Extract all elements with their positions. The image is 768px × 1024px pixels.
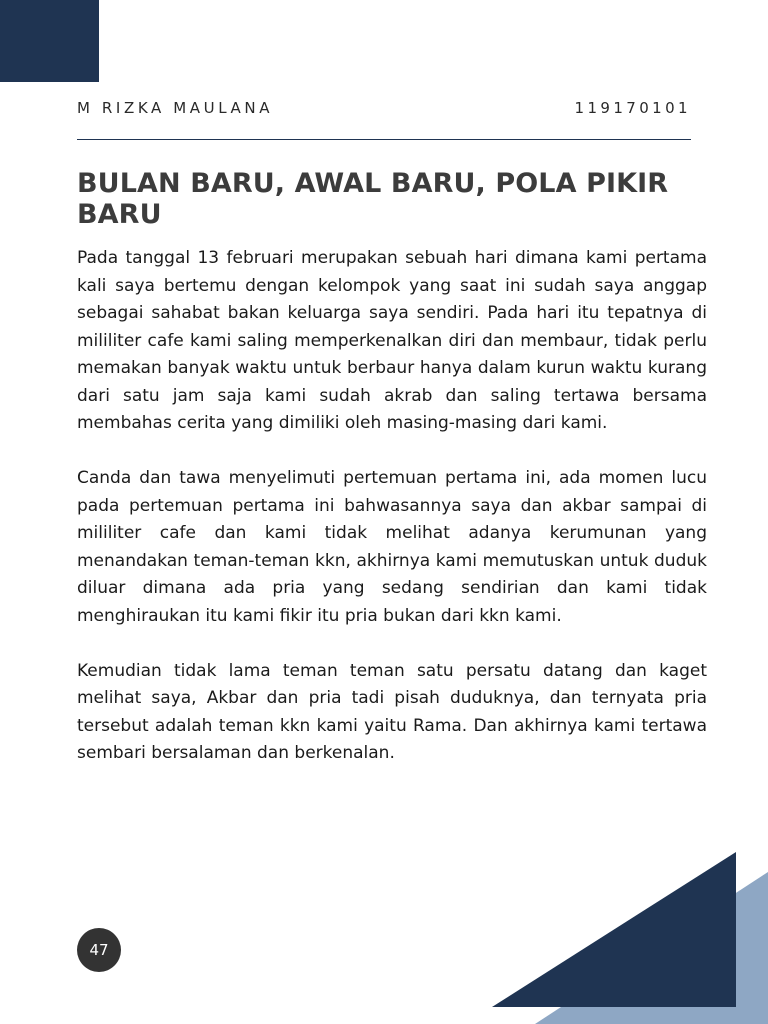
body-text — [77, 245, 707, 795]
student-id: 119170101 — [574, 99, 691, 117]
paragraph-3: Kemudian tidak lama teman teman satu persatu datang dan kaget melihat saya, Akbar dan pria tadi pisah duduknya, dan ternyata pria tersebut adalah teman kkn kami yaitu Rama. Dan akhirnya kami tertawa sembari bersalaman dan berkenalan. — [77, 660, 707, 763]
corner-decoration-block — [0, 0, 99, 82]
author-name: M RIZKA MAULANA — [77, 99, 274, 117]
page-number-badge: 47 — [77, 928, 121, 972]
page-header — [77, 99, 691, 119]
paragraph-1: Pada tanggal 13 februari merupakan sebuah hari dimana kami pertama kali saya bertemu dengan kelompok yang saat ini sudah saya anggap sebagai sahabat bakan keluarga saya sendiri. Pada hari itu tepatnya di mililiter cafe kami saling memperkenalkan diri dan membaur, tidak perlu memakan banyak waktu untuk berbaur hanya dalam kurun waktu kurang dari satu jam saja kami sudah akrab dan saling tertawa bersama membahas cerita yang dimiliki oleh masing-masing dari kami. — [77, 248, 707, 433]
light-blue-triangle — [535, 872, 768, 1024]
navy-triangle — [492, 852, 736, 1007]
page-title: BULAN BARU, AWAL BARU, POLA PIKIR BARU — [77, 168, 669, 230]
paragraph-2: Canda dan tawa menyelimuti pertemuan pertama ini, ada momen lucu pada pertemuan pertama ini bahwasannya saya dan akbar sampai di mililiter cafe dan kami tidak melihat adanya kerumunan yang menandakan teman-teman kkn, akhirnya kami memutuskan untuk duduk diluar dimana ada pria yang sedang sendirian dan kami tidak menghiraukan itu kami fikir itu pria bukan dari kkn kami. — [77, 468, 707, 626]
header-divider — [77, 139, 691, 140]
